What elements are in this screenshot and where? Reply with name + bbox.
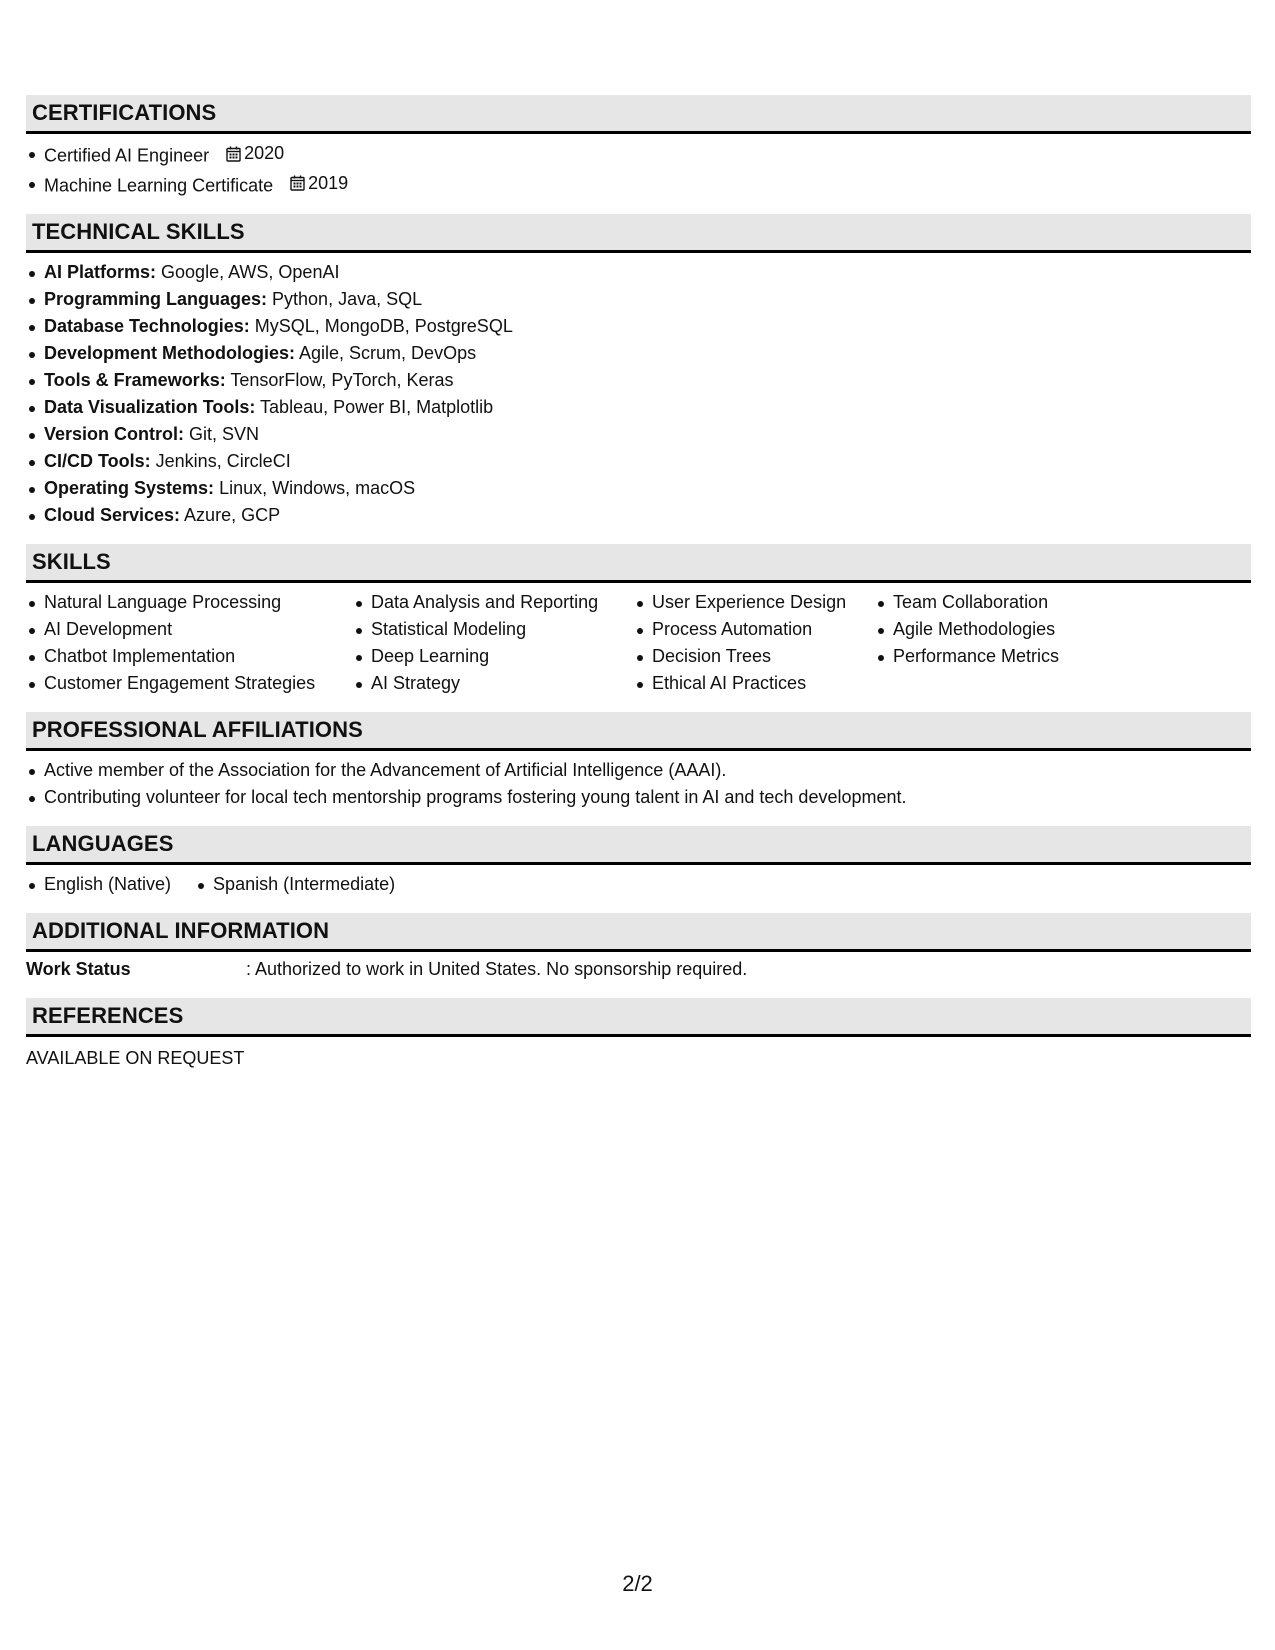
list-item: Team Collaboration [875, 589, 1135, 616]
certification-name: Machine Learning Certificate [44, 175, 274, 195]
list-item: Customer Engagement Strategies [26, 670, 353, 697]
certification-date [290, 170, 348, 197]
skill-category: Data Visualization Tools: [44, 397, 256, 417]
skill-values: Agile, Scrum, DevOps [295, 343, 477, 363]
skill-category: Development Methodologies: [44, 343, 296, 363]
skills-section [26, 544, 1251, 697]
skill-category: Tools & Frameworks: [44, 370, 226, 390]
technical-skills-section [26, 214, 1251, 529]
list-item: Process Automation [634, 616, 875, 643]
list-item [26, 259, 1251, 286]
skill-category: Programming Languages: [44, 289, 268, 309]
list-item: English (Native) [26, 871, 171, 898]
section-title: PROFESSIONAL AFFILIATIONS [32, 717, 363, 742]
list-item: Agile Methodologies [875, 616, 1135, 643]
list-item: Statistical Modeling [353, 616, 634, 643]
technical-skills-body [26, 253, 1251, 529]
list-item [26, 340, 1251, 367]
list-item [26, 286, 1251, 313]
certification-year: 2020 [244, 143, 285, 163]
skills-column [26, 589, 353, 697]
list-item: Active member of the Association for the Advancement of Artificial Intelligence (AAAI). [26, 757, 1251, 784]
skill-category: Version Control: [44, 424, 185, 444]
skill-values: Git, SVN [184, 424, 260, 444]
affiliations-section [26, 712, 1251, 811]
list-item [26, 170, 1251, 200]
references-header [26, 998, 1251, 1037]
certifications-section [26, 95, 1251, 199]
skill-values: Google, AWS, OpenAI [156, 262, 340, 282]
languages-header [26, 826, 1251, 865]
skill-values: Python, Java, SQL [267, 289, 423, 309]
skill-category: Cloud Services: [44, 505, 181, 525]
list-item [26, 421, 1251, 448]
list-item: Performance Metrics [875, 643, 1135, 670]
skill-values: TensorFlow, PyTorch, Keras [225, 370, 454, 390]
certifications-body [26, 134, 1251, 199]
skill-values: Linux, Windows, macOS [214, 478, 416, 498]
list-item: Ethical AI Practices [634, 670, 875, 697]
list-item [26, 367, 1251, 394]
skills-column [875, 589, 1135, 697]
section-title: ADDITIONAL INFORMATION [32, 918, 330, 943]
affiliations-list [26, 757, 1251, 811]
additional-info-section [26, 913, 1251, 983]
list-item: Deep Learning [353, 643, 634, 670]
list-item: Spanish (Intermediate) [195, 871, 395, 898]
list-item: Decision Trees [634, 643, 875, 670]
section-title: TECHNICAL SKILLS [32, 219, 245, 244]
languages-body [26, 865, 1251, 898]
section-title: LANGUAGES [32, 831, 174, 856]
skills-column [634, 589, 875, 697]
list-item: Chatbot Implementation [26, 643, 353, 670]
certifications-header [26, 95, 1251, 134]
calendar-icon [290, 175, 305, 191]
technical-skills-header [26, 214, 1251, 253]
list-item: AI Strategy [353, 670, 634, 697]
affiliations-body [26, 751, 1251, 811]
list-item [26, 140, 1251, 170]
languages-section [26, 826, 1251, 898]
certifications-list [26, 140, 1251, 199]
references-text: AVAILABLE ON REQUEST [26, 1048, 245, 1068]
skill-category: CI/CD Tools: [44, 451, 151, 471]
work-status-label: Work Status [26, 959, 131, 979]
skills-column [353, 589, 634, 697]
section-title: REFERENCES [32, 1003, 184, 1028]
additional-info-body [26, 952, 1251, 983]
additional-info-header [26, 913, 1251, 952]
references-body [26, 1037, 1251, 1072]
list-item [26, 475, 1251, 502]
list-item [26, 502, 1251, 529]
technical-skills-list [26, 259, 1251, 529]
list-item: Contributing volunteer for local tech mentorship programs fostering young talent in AI and tech development. [26, 784, 1251, 811]
list-item: User Experience Design [634, 589, 875, 616]
section-title: SKILLS [32, 549, 111, 574]
languages-list [26, 871, 419, 898]
certification-year: 2019 [308, 172, 349, 193]
skill-category: Database Technologies: [44, 316, 250, 336]
skill-values: Tableau, Power BI, Matplotlib [255, 397, 494, 417]
certification-name: Certified AI Engineer [44, 145, 210, 166]
certification-date [226, 140, 284, 167]
skill-values: MySQL, MongoDB, PostgreSQL [249, 316, 513, 336]
skill-category: AI Platforms: [44, 262, 157, 282]
section-title: CERTIFICATIONS [32, 100, 217, 125]
list-item [26, 448, 1251, 475]
list-item [26, 394, 1251, 421]
skill-values: Azure, GCP [180, 505, 281, 525]
skill-category: Operating Systems: [44, 478, 215, 498]
skills-body [26, 583, 1251, 697]
list-item [26, 313, 1251, 340]
list-item: Data Analysis and Reporting [353, 589, 634, 616]
skills-header [26, 544, 1251, 583]
page-number: 2/2 [622, 1571, 653, 1596]
calendar-icon [226, 146, 241, 162]
work-status-value: : Authorized to work in United States. No sponsorship required. [246, 959, 748, 979]
list-item: AI Development [26, 616, 353, 643]
work-status-row [26, 956, 1251, 983]
references-section [26, 998, 1251, 1072]
skills-grid [26, 589, 1251, 697]
affiliations-header [26, 712, 1251, 751]
skill-values: Jenkins, CircleCI [150, 451, 291, 471]
resume-page [26, 95, 1251, 1087]
list-item: Natural Language Processing [26, 589, 353, 616]
